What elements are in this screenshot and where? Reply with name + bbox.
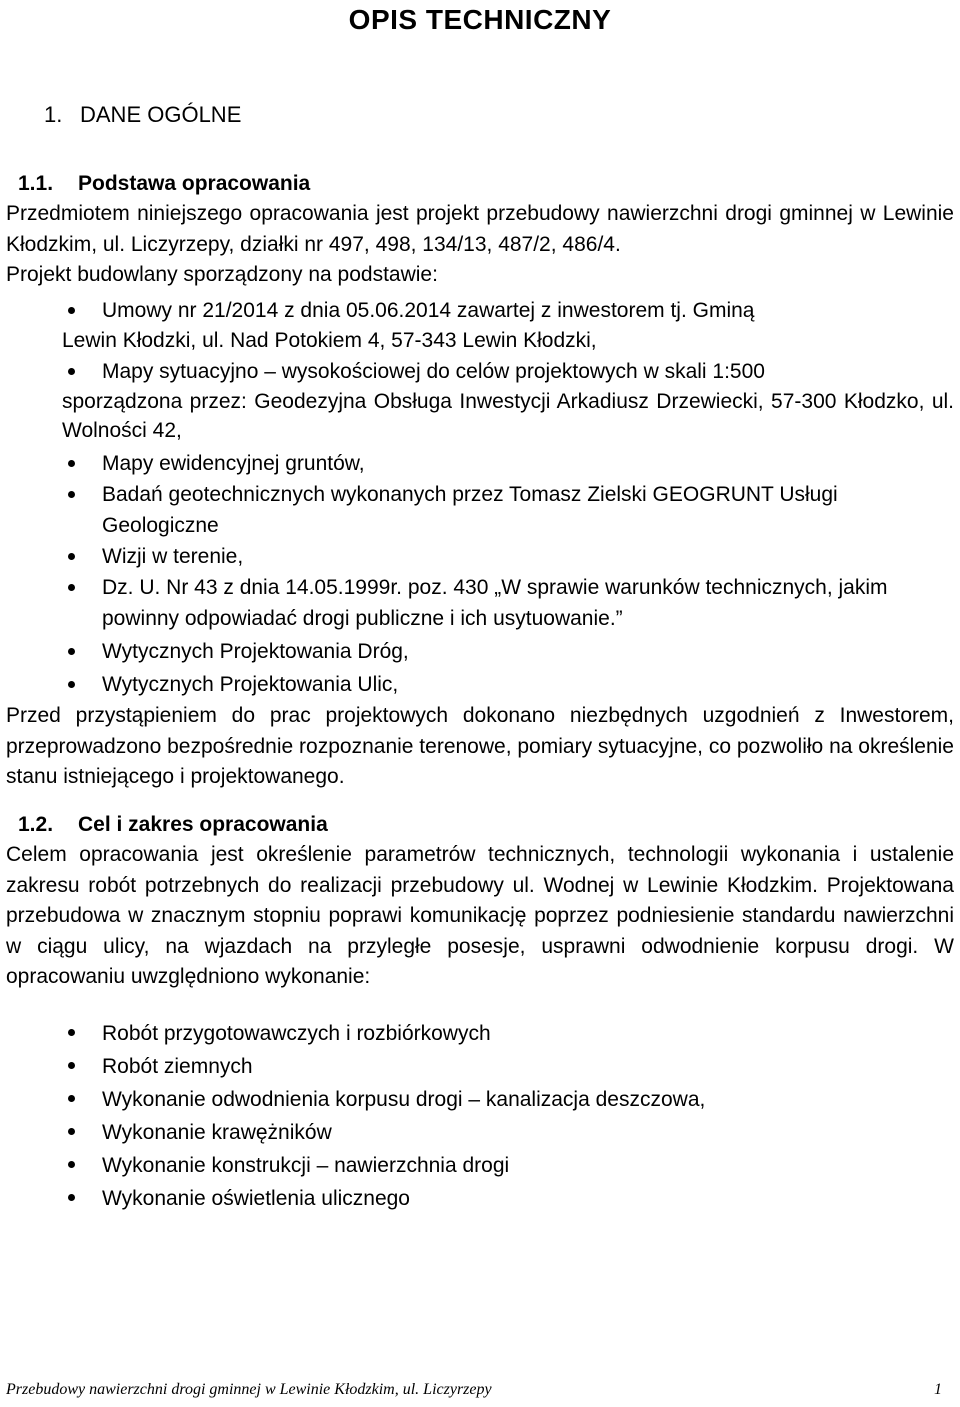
subsection-number: 1.1. (18, 172, 54, 195)
page-number: 1 (934, 1381, 942, 1398)
list-item-continuation: sporządzona przez: Geodezyjna Obsługa Inwestycji Arkadiusz Drzewiecki, 57-300 Kłodzko, ul. Wolności 42, (62, 390, 954, 442)
list-item: Dz. U. Nr 43 z dnia 14.05.1999r. poz. 430 „W sprawie warunków technicznych, jakim powinny odpowiadać drogi publiczne i ich usytuowanie.” (6, 572, 954, 634)
list-item: Wykonanie krawężników (6, 1116, 954, 1149)
subsection-heading (6, 169, 954, 199)
intro-paragraph: Przedmiotem niniejszego opracowania jest projekt przebudowy nawierzchni drogi gminnej w Lewinie Kłodzkim, ul. Liczyrzepy, działki nr 497, 498, 134/13, 487/2, 486/4. (6, 202, 954, 256)
subsection-number: 1.2. (18, 813, 54, 836)
list-item: Wizji w terenie, (6, 541, 954, 572)
list-item: Wykonanie oświetlenia ulicznego (6, 1182, 954, 1215)
section-1-2 (6, 810, 954, 1215)
section-title: DANE OGÓLNE (80, 102, 242, 127)
list-item: Umowy nr 21/2014 z dnia 05.06.2014 zawartej z inwestorem tj. Gminą (6, 295, 954, 326)
list-item: Robót przygotowawczych i rozbiórkowych (6, 1017, 954, 1050)
section-heading-1 (44, 100, 241, 130)
section-number: 1. (44, 102, 63, 127)
page-footer (6, 1380, 942, 1400)
document-title: OPIS TECHNICZNY (348, 4, 612, 35)
scope-list (6, 1017, 954, 1215)
subsection-title: Cel i zakres opracowania (78, 813, 328, 836)
footer-text: Przebudowy nawierzchni drogi gminnej w Lewinie Kłodzkim, ul. Liczyrzepy (6, 1381, 492, 1398)
subsection-title: Podstawa opracowania (78, 172, 311, 195)
list-item: Mapy ewidencyjnej gruntów, (6, 448, 954, 479)
list-item-continuation: Lewin Kłodzki, ul. Nad Potokiem 4, 57-343 Lewin Kłodzki, (62, 328, 597, 352)
scope-paragraph: Celem opracowania jest określenie parametrów technicznych, technologii wykonania i ustalenie zakresu robót potrzebnych do realizacji przebudowy ul. Wodnej w Lewinie Kłodzkim. Projektowana przebudowa w znacznym stopniu poprawi komunikację poprzez podniesienie standardu nawierzchni w ciągu ulicy, na wjazdach na przyległe posesje, usprawni odwodnienie korpusu drogi. W opracowaniu uwzględniono wykonanie: (6, 843, 954, 988)
list-item: Wykonanie odwodnienia korpusu drogi – kanalizacja deszczowa, (6, 1083, 954, 1116)
list-item: Robót ziemnych (6, 1050, 954, 1083)
list-item: Wytycznych Projektowania Ulic, (6, 669, 954, 700)
section-1-1 (6, 169, 954, 793)
subsection-heading (6, 810, 954, 840)
basis-list (6, 295, 954, 701)
list-item: Mapy sytuacyjno – wysokościowej do celów projektowych w skali 1:500 (6, 356, 954, 387)
list-item: Badań geotechnicznych wykonanych przez Tomasz Zielski GEOGRUNT Usługi Geologiczne (6, 479, 954, 541)
list-item: Wykonanie konstrukcji – nawierzchnia drogi (6, 1149, 954, 1182)
lead-paragraph: Projekt budowlany sporządzony na podstawie: (6, 263, 438, 286)
closing-paragraph: Przed przystąpieniem do prac projektowych dokonano niezbędnych uzgodnień z Inwestorem, przeprowadzono bezpośrednie rozpoznanie terenowe, pomiary sytuacyjne, co pozwoliło na określenie stanu istniejącego i projektowanego. (6, 704, 954, 788)
list-item: Wytycznych Projektowania Dróg, (6, 636, 954, 667)
